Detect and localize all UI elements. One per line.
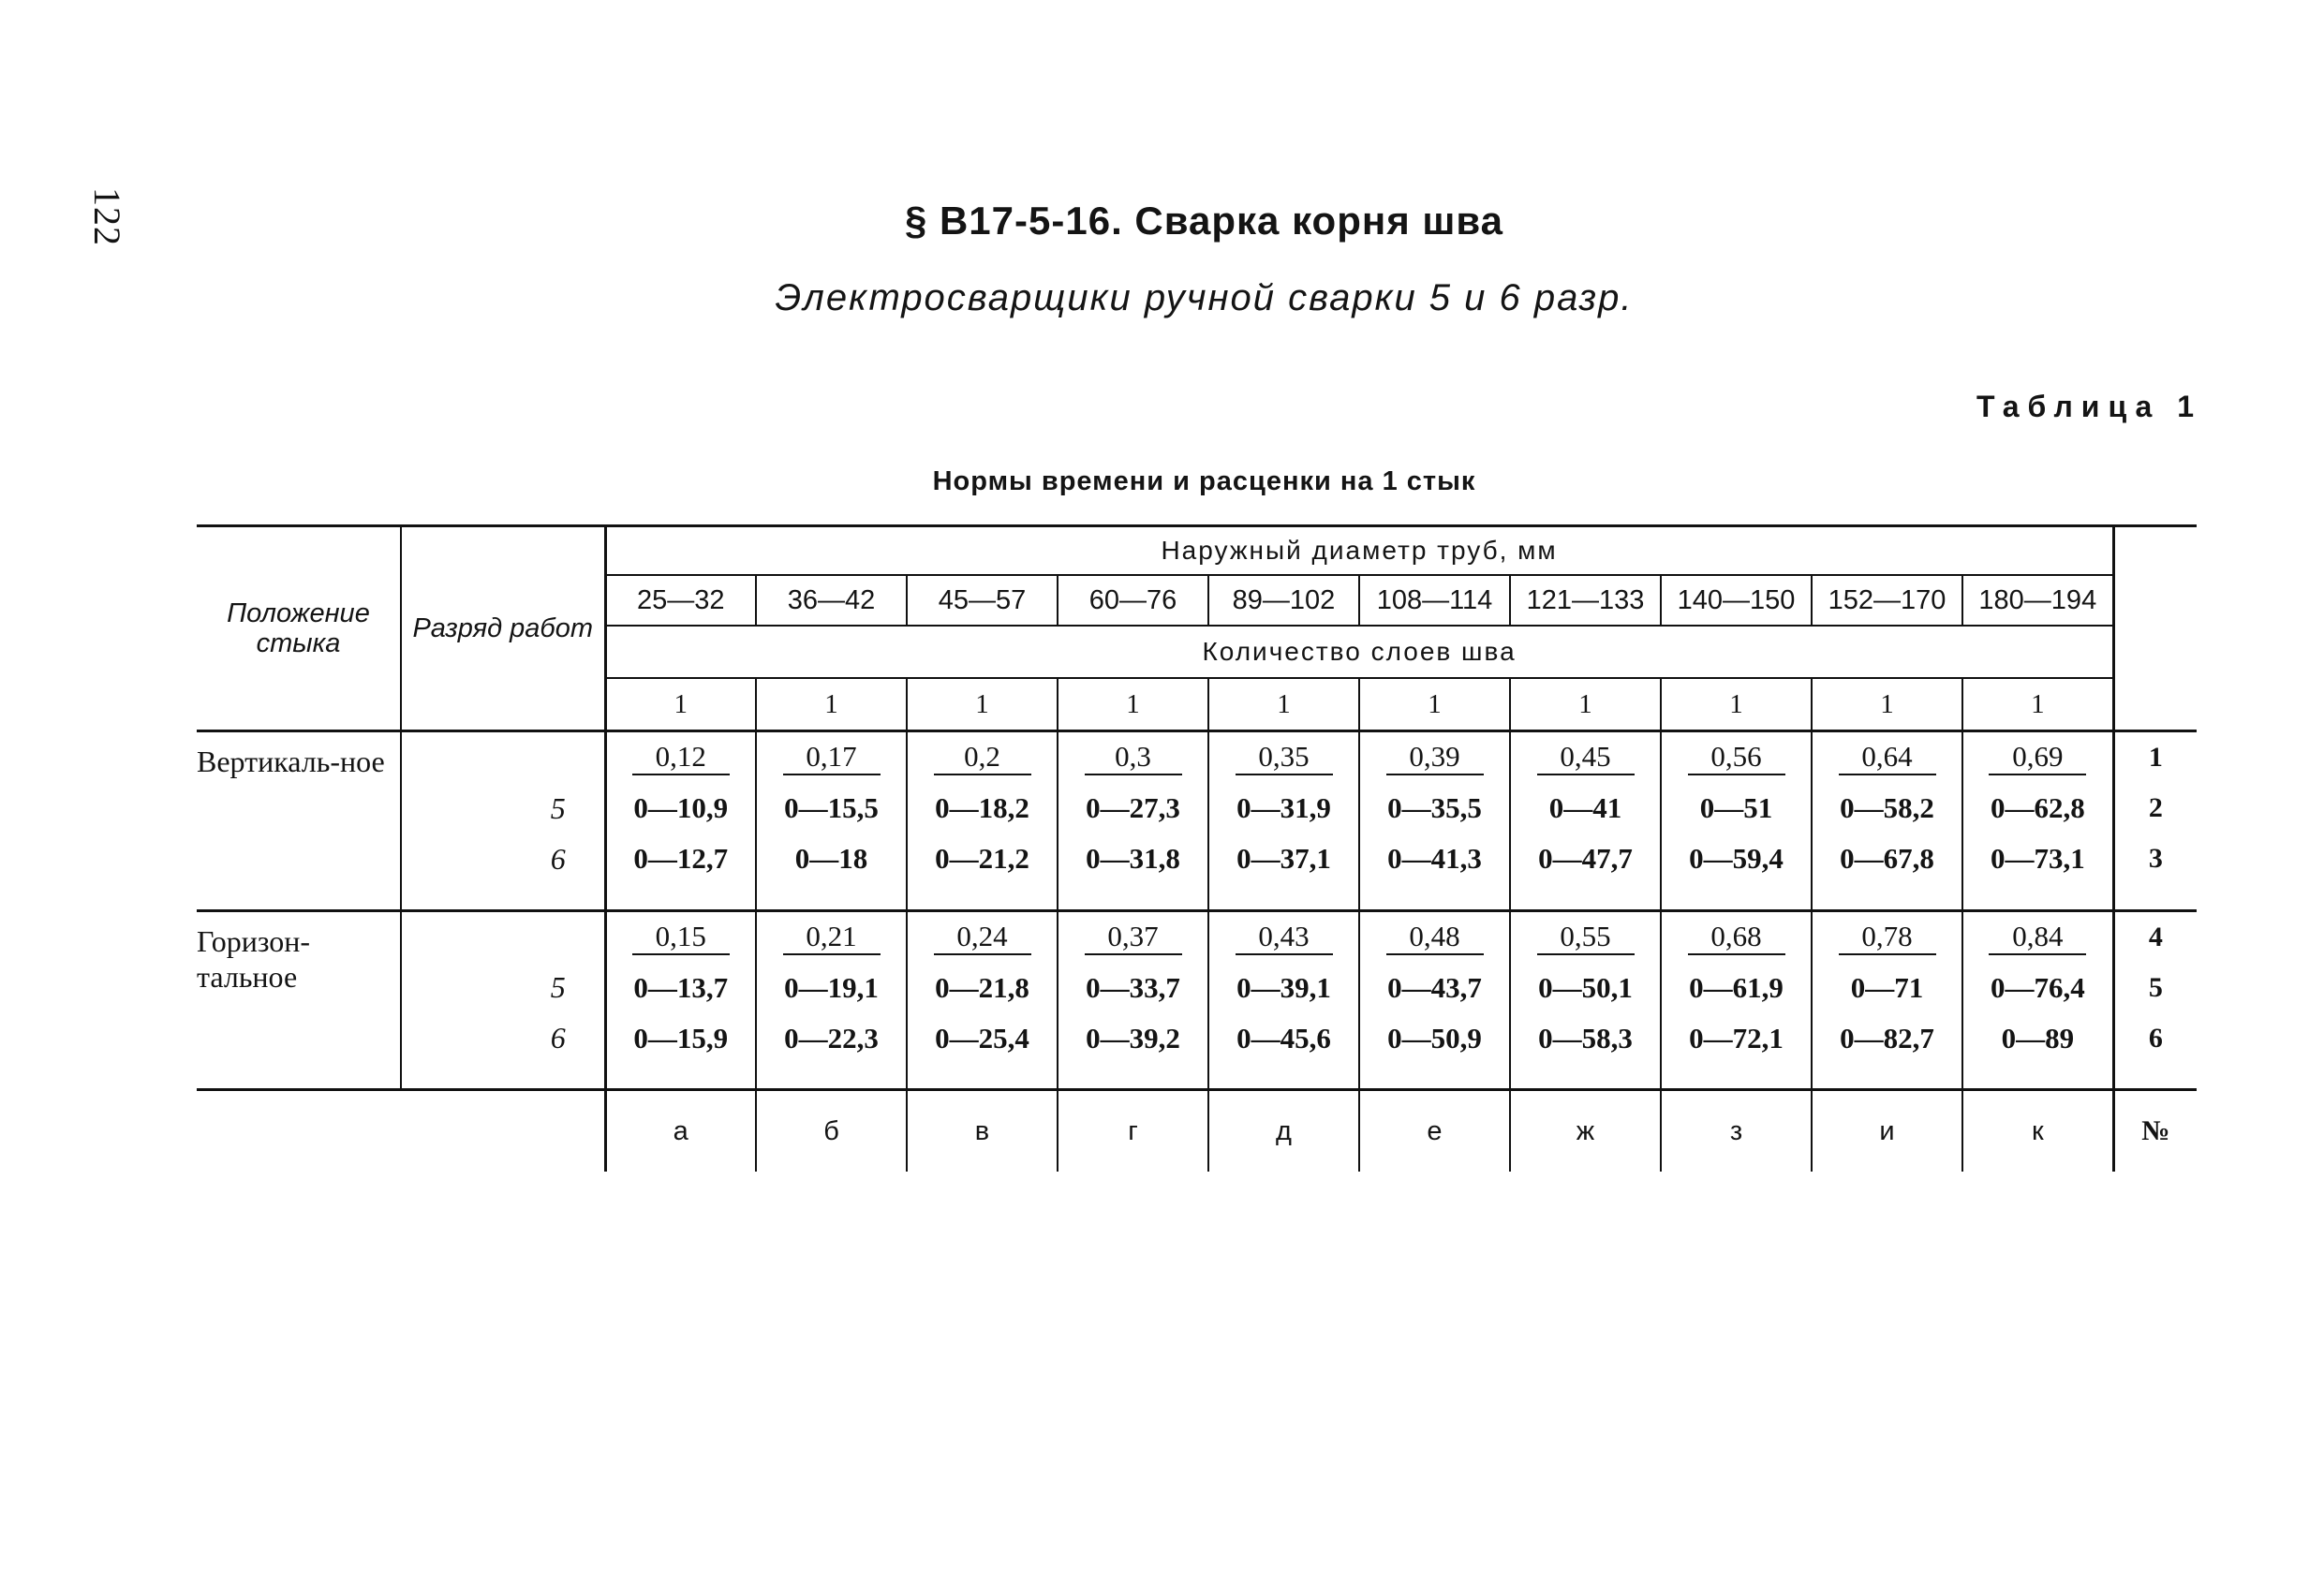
time-norm: 0,35: [1236, 740, 1333, 775]
rate-cell: [756, 1013, 907, 1064]
column-letter: б: [756, 1090, 907, 1173]
rate-cell: [907, 963, 1058, 1013]
layer-count: 1: [1812, 678, 1962, 731]
spacer-cell: [1208, 1064, 1359, 1090]
rate-value: 0—22,3: [784, 1021, 879, 1055]
section-spacer: [197, 1064, 2197, 1090]
rate-value: 0—43,7: [1387, 970, 1482, 1004]
rate-cell: [1058, 833, 1208, 884]
norm-cell: [1058, 910, 1208, 963]
column-letter: ж: [1510, 1090, 1661, 1173]
time-norm: 0,68: [1688, 920, 1785, 955]
time-norm: 0,2: [934, 740, 1031, 775]
norm-cell: [1962, 910, 2113, 963]
rate-value: 0—37,1: [1236, 842, 1331, 875]
column-letter: г: [1058, 1090, 1208, 1173]
footer-blank: [401, 1090, 605, 1173]
norm-cell: [1359, 910, 1510, 963]
section-title: § В17-5-16. Сварка корня шва: [904, 199, 1504, 243]
rate-value: 0—35,5: [1387, 791, 1482, 824]
rate-value: 0—50,9: [1387, 1021, 1482, 1055]
layers-header: Количество слоев шва: [605, 626, 2113, 678]
layer-count: 1: [1359, 678, 1510, 731]
rate-value: 0—61,9: [1689, 970, 1784, 1004]
spacer-cell: [1962, 884, 2113, 910]
grade-blank: [401, 910, 605, 963]
rate-value: 0—39,2: [1086, 1021, 1180, 1055]
rate-value: 0—50,1: [1538, 970, 1633, 1004]
table-row: [197, 910, 2197, 963]
time-norm: 0,12: [632, 740, 730, 775]
rate-value: 0—18: [794, 842, 868, 875]
rate-value: 0—62,8: [1990, 791, 2085, 824]
rate-cell: [1208, 783, 1359, 833]
row-number: 5: [2148, 971, 2163, 1003]
rate-value: 0—41,3: [1387, 842, 1482, 875]
spacer-cell: [605, 884, 756, 910]
rate-value: 0—67,8: [1840, 842, 1934, 875]
norm-cell: [1661, 910, 1812, 963]
table-row: [197, 963, 2197, 1013]
rate-value: 0—45,6: [1236, 1021, 1331, 1055]
column-letter: в: [907, 1090, 1058, 1173]
norm-cell: [907, 910, 1058, 963]
rate-cell: [1208, 963, 1359, 1013]
rate-cell: [756, 833, 907, 884]
layer-count: 1: [1962, 678, 2113, 731]
spacer-cell: [907, 1064, 1058, 1090]
grade-blank: [401, 1064, 605, 1090]
diameter-range: 121—133: [1510, 575, 1661, 626]
spacer-cell: [1812, 884, 1962, 910]
norm-cell: [1208, 910, 1359, 963]
rate-value: 0—82,7: [1840, 1021, 1934, 1055]
diameter-range: 140—150: [1661, 575, 1812, 626]
norm-cell: [605, 910, 756, 963]
row-number: 3: [2148, 843, 2163, 874]
time-norm: 0,21: [783, 920, 881, 955]
row-number: 4: [2113, 910, 2197, 963]
rate-cell: [1962, 1013, 2113, 1064]
rate-cell: [605, 833, 756, 884]
page-number: 122: [86, 187, 128, 246]
spacer-cell: [1510, 1064, 1661, 1090]
diameter-header: Наружный диаметр труб, мм: [605, 526, 2113, 576]
spacer-cell: [1208, 884, 1359, 910]
rate-cell: [1962, 783, 2113, 833]
table-row: [197, 731, 2197, 784]
spacer-cell: [1510, 884, 1661, 910]
layer-count: 1: [1208, 678, 1359, 731]
grade-value: 6: [401, 833, 605, 884]
spacer-cell: [907, 884, 1058, 910]
rate-cell: [1359, 1013, 1510, 1064]
footer-blank: [197, 1090, 401, 1173]
spacer-cell: [605, 1064, 756, 1090]
table-caption: Нормы времени и расценки на 1 стык: [932, 466, 1476, 496]
spacer-cell: [756, 884, 907, 910]
number-sign: №: [2113, 1090, 2197, 1173]
rate-cell: [1058, 783, 1208, 833]
table-label: Таблица 1: [1976, 390, 2202, 423]
layer-count: 1: [605, 678, 756, 731]
time-norm: 0,69: [1989, 740, 2086, 775]
rate-cell: [1962, 963, 2113, 1013]
section-spacer: [197, 884, 2197, 910]
spacer-cell: [2113, 884, 2197, 910]
rate-value: 0—72,1: [1689, 1021, 1784, 1055]
time-norm: 0,56: [1688, 740, 1785, 775]
rate-value: 0—41: [1548, 791, 1622, 824]
row-number: 6: [2148, 1022, 2163, 1054]
diameter-range: 60—76: [1058, 575, 1208, 626]
section-subtitle: Электросварщики ручной сварки 5 и 6 разр.: [775, 277, 1634, 318]
grade-value: 5: [401, 963, 605, 1013]
time-norm: 0,3: [1085, 740, 1182, 775]
diameter-range: 25—32: [605, 575, 756, 626]
table-row: [197, 1013, 2197, 1064]
time-norm: 0,48: [1386, 920, 1484, 955]
norm-cell: [756, 731, 907, 784]
norm-cell: [756, 910, 907, 963]
time-norm: 0,37: [1085, 920, 1182, 955]
rate-value: 0—33,7: [1086, 970, 1180, 1004]
rate-cell: [756, 783, 907, 833]
column-letter: а: [605, 1090, 756, 1173]
time-norm: 0,43: [1236, 920, 1333, 955]
rate-value: 0—39,1: [1236, 970, 1331, 1004]
norms-table: [197, 524, 2197, 1172]
rate-cell: [1510, 833, 1661, 884]
time-norm: 0,45: [1537, 740, 1635, 775]
rate-cell: [1359, 963, 1510, 1013]
diameter-range: 45—57: [907, 575, 1058, 626]
spacer-cell: [1058, 1064, 1208, 1090]
rate-cell: [1359, 783, 1510, 833]
rate-cell: [1510, 963, 1661, 1013]
rate-value: 0—58,3: [1538, 1021, 1633, 1055]
rate-value: 0—51: [1699, 791, 1773, 824]
rate-value: 0—31,8: [1086, 842, 1180, 875]
rate-value: 0—71: [1850, 970, 1924, 1004]
table-row: [197, 833, 2197, 884]
diameter-range: 152—170: [1812, 575, 1962, 626]
diameter-range: 89—102: [1208, 575, 1359, 626]
norm-cell: [1812, 910, 1962, 963]
rate-value: 0—58,2: [1840, 791, 1934, 824]
norm-cell: [1208, 731, 1359, 784]
rate-cell: [1812, 833, 1962, 884]
time-norm: 0,64: [1839, 740, 1936, 775]
table-row: [197, 783, 2197, 833]
rate-value: 0—21,8: [935, 970, 1029, 1004]
norm-cell: [1058, 731, 1208, 784]
time-norm: 0,55: [1537, 920, 1635, 955]
spacer-cell: [1962, 1064, 2113, 1090]
rate-cell: [1812, 963, 1962, 1013]
rate-value: 0—76,4: [1990, 970, 2085, 1004]
spacer-cell: [1359, 1064, 1510, 1090]
norm-cell: [907, 731, 1058, 784]
rate-cell: [1510, 1013, 1661, 1064]
grade-blank: [401, 731, 605, 784]
time-norm: 0,78: [1839, 920, 1936, 955]
rate-cell: [1962, 833, 2113, 884]
spacer-cell: [1661, 1064, 1812, 1090]
rate-cell: [1661, 963, 1812, 1013]
column-letter: к: [1962, 1090, 2113, 1173]
rate-value: 0—21,2: [935, 842, 1029, 875]
time-norm: 0,15: [632, 920, 730, 955]
time-norm: 0,84: [1989, 920, 2086, 955]
rate-cell: [1359, 833, 1510, 884]
spacer-cell: [1812, 1064, 1962, 1090]
rate-value: 0—89: [2001, 1021, 2075, 1055]
position-label: Горизон-тальное: [197, 910, 401, 1090]
norm-cell: [605, 731, 756, 784]
num-header-blank: [2113, 526, 2197, 731]
spacer-cell: [756, 1064, 907, 1090]
rate-value: 0—19,1: [784, 970, 879, 1004]
rate-cell: [1058, 1013, 1208, 1064]
position-header: Положение стыка: [197, 526, 401, 731]
spacer-cell: [1661, 884, 1812, 910]
norm-cell: [1510, 731, 1661, 784]
rate-cell: [907, 783, 1058, 833]
rate-value: 0—10,9: [633, 791, 729, 824]
row-number: 1: [2113, 731, 2197, 784]
rate-cell: [756, 963, 907, 1013]
diameter-range: 180—194: [1962, 575, 2113, 626]
rate-value: 0—25,4: [935, 1021, 1029, 1055]
position-label: Вертикаль-ное: [197, 731, 401, 911]
column-letters-row: [197, 1090, 2197, 1173]
rate-cell: [1812, 1013, 1962, 1064]
rate-cell: [1661, 833, 1812, 884]
column-letter: д: [1208, 1090, 1359, 1173]
time-norm: 0,17: [783, 740, 881, 775]
diameter-range: 36—42: [756, 575, 907, 626]
norm-cell: [1962, 731, 2113, 784]
rate-value: 0—27,3: [1086, 791, 1180, 824]
layer-count: 1: [1661, 678, 1812, 731]
row-number: 2: [2148, 792, 2163, 823]
rate-cell: [605, 783, 756, 833]
norm-cell: [1812, 731, 1962, 784]
rate-cell: [1208, 833, 1359, 884]
rate-cell: [1812, 783, 1962, 833]
rate-value: 0—15,5: [784, 791, 879, 824]
grade-header: Разряд работ: [401, 526, 605, 731]
layer-count: 1: [1510, 678, 1661, 731]
rate-value: 0—47,7: [1538, 842, 1633, 875]
grade-value: 6: [401, 1013, 605, 1064]
spacer-cell: [1058, 884, 1208, 910]
layer-count: 1: [907, 678, 1058, 731]
rate-cell: [1208, 1013, 1359, 1064]
rate-value: 0—73,1: [1990, 842, 2085, 875]
rate-cell: [1058, 963, 1208, 1013]
rate-value: 0—15,9: [633, 1021, 729, 1055]
spacer-cell: [1359, 884, 1510, 910]
rate-value: 0—13,7: [633, 970, 729, 1004]
diameter-range: 108—114: [1359, 575, 1510, 626]
layer-count: 1: [1058, 678, 1208, 731]
column-letter: з: [1661, 1090, 1812, 1173]
rate-cell: [1661, 1013, 1812, 1064]
norm-cell: [1661, 731, 1812, 784]
rate-cell: [605, 963, 756, 1013]
norm-cell: [1359, 731, 1510, 784]
rate-cell: [605, 1013, 756, 1064]
norm-cell: [1510, 910, 1661, 963]
rate-value: 0—12,7: [633, 842, 729, 875]
grade-blank: [401, 884, 605, 910]
rate-value: 0—59,4: [1689, 842, 1784, 875]
rate-value: 0—18,2: [935, 791, 1029, 824]
column-letter: е: [1359, 1090, 1510, 1173]
column-letter: и: [1812, 1090, 1962, 1173]
rate-cell: [907, 1013, 1058, 1064]
grade-value: 5: [401, 783, 605, 833]
rate-cell: [907, 833, 1058, 884]
time-norm: 0,24: [934, 920, 1031, 955]
layer-count: 1: [756, 678, 907, 731]
rate-value: 0—31,9: [1236, 791, 1331, 824]
time-norm: 0,39: [1386, 740, 1484, 775]
rate-cell: [1661, 783, 1812, 833]
spacer-cell: [2113, 1064, 2197, 1090]
rate-cell: [1510, 783, 1661, 833]
